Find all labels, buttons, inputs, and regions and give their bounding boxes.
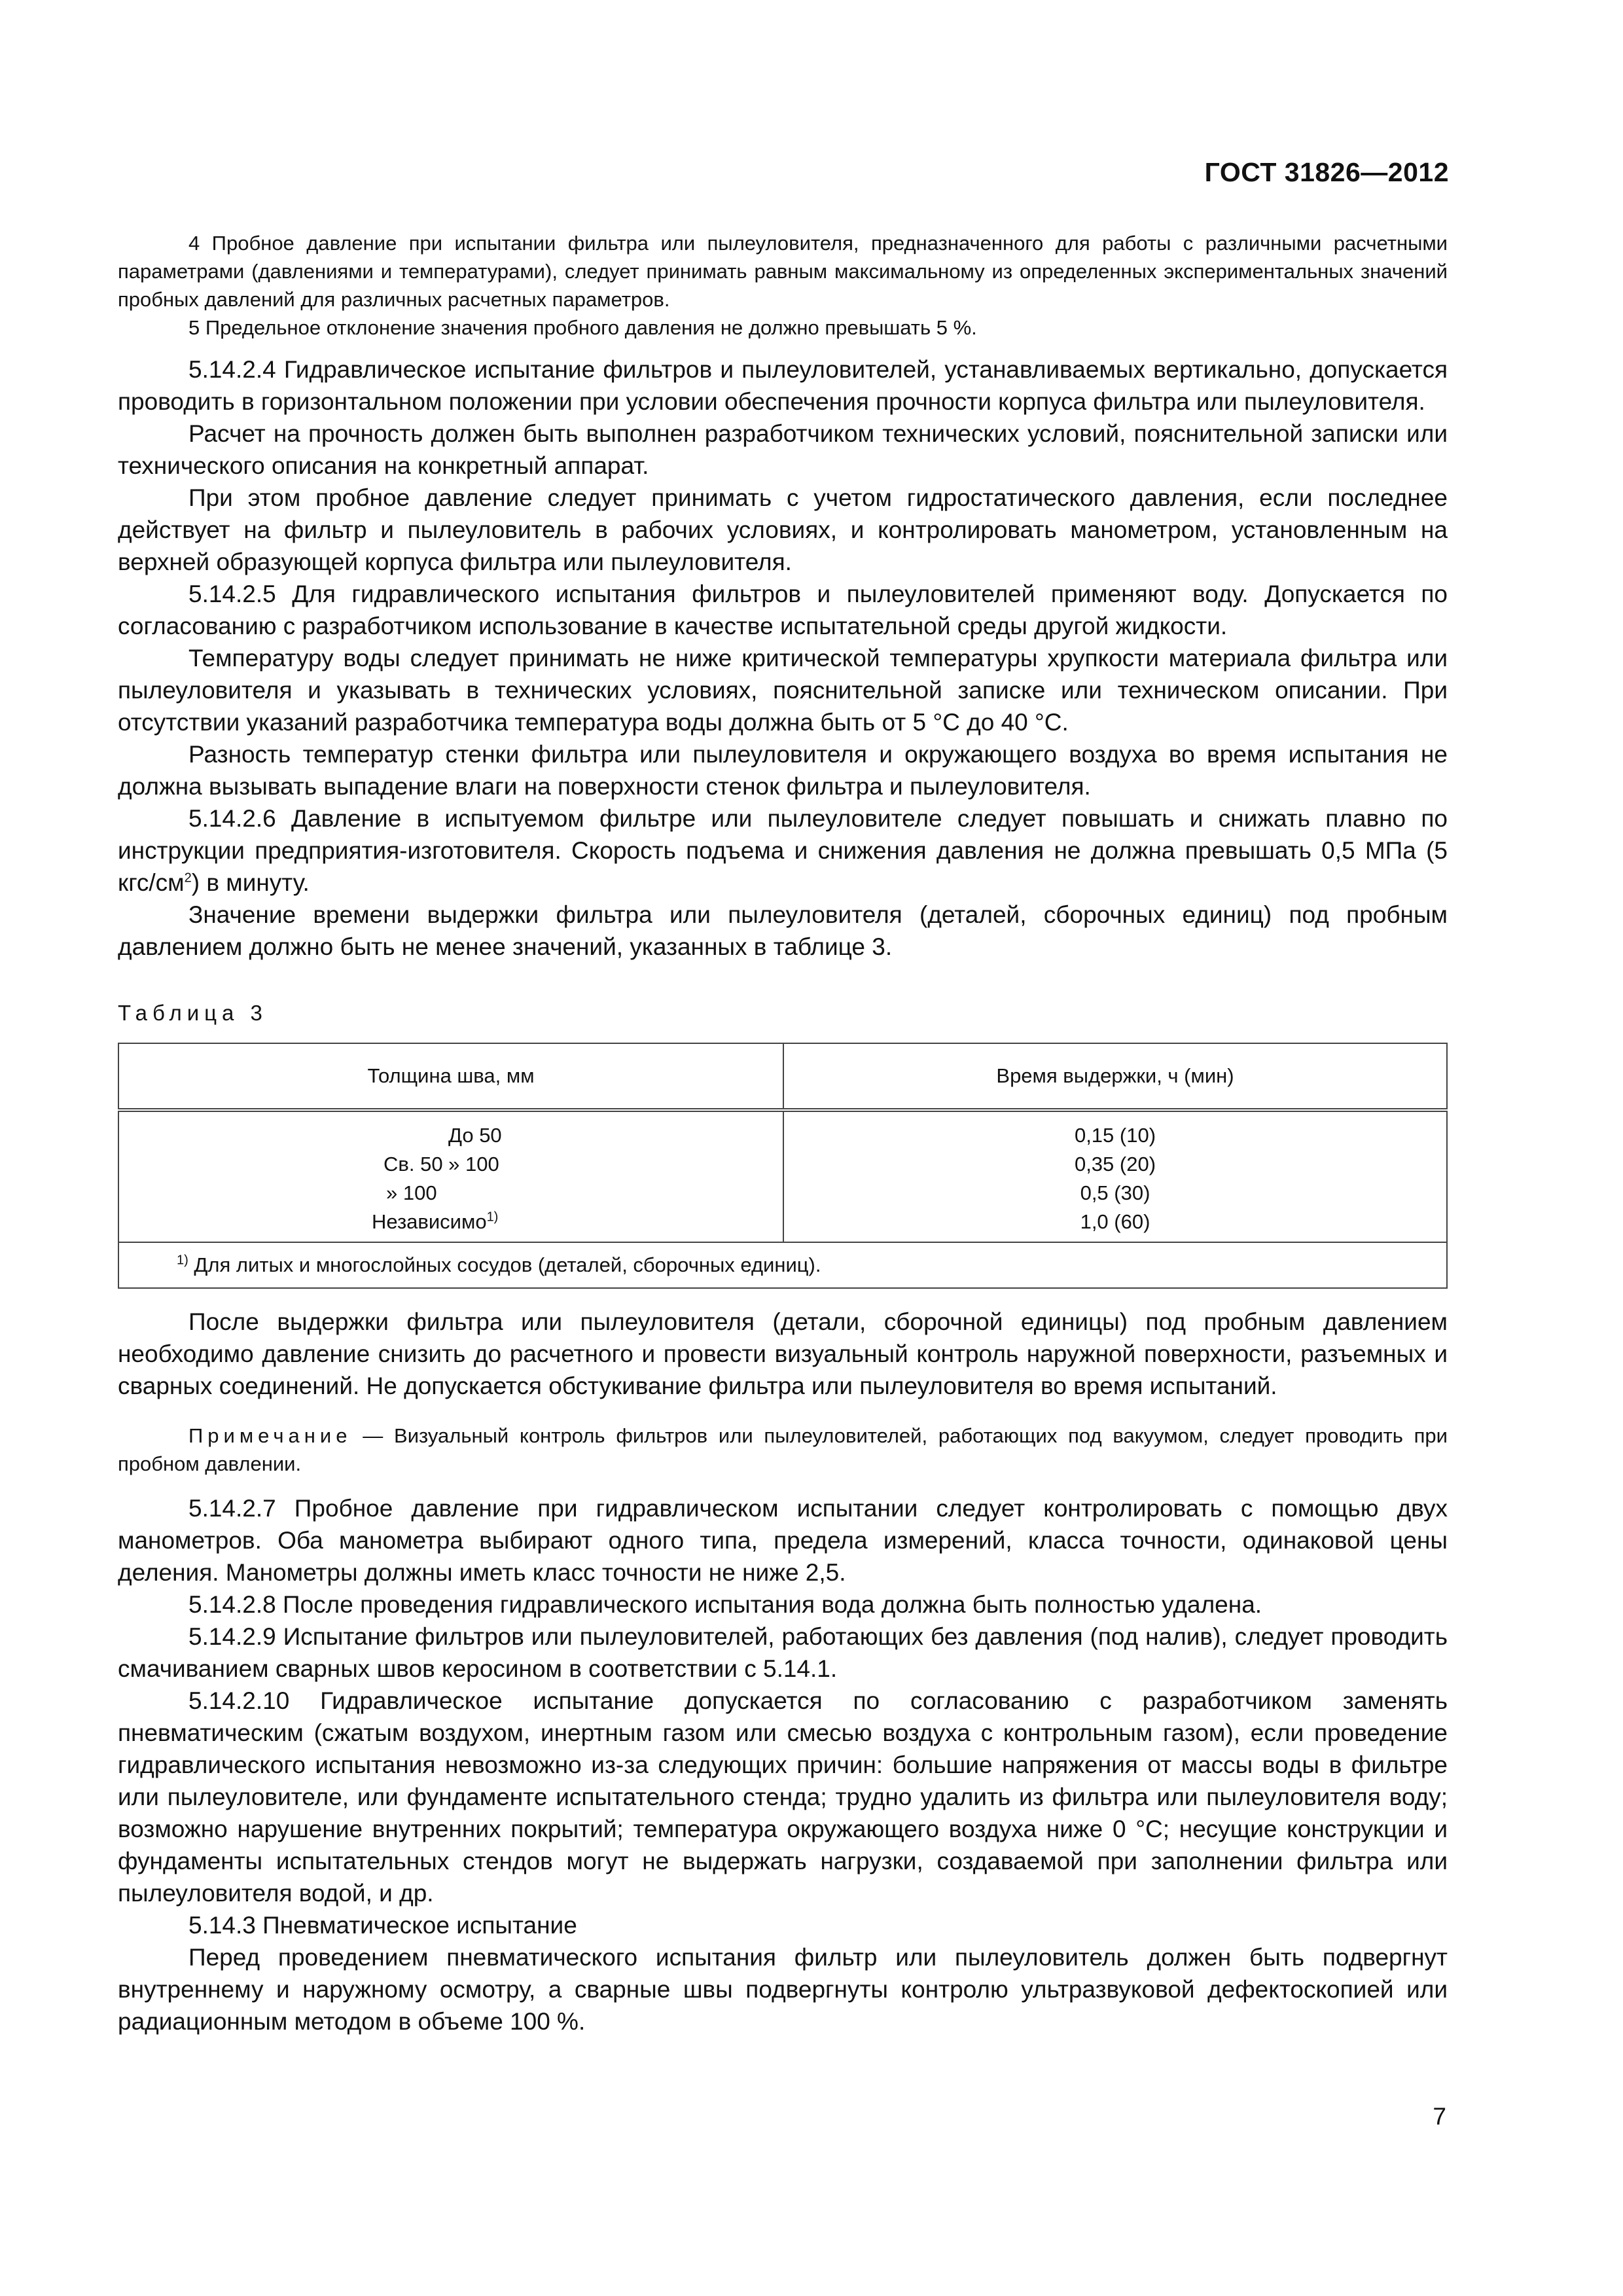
holding-time-value: 0,15 (10) <box>1074 1124 1156 1147</box>
section-after-table <box>118 1306 1448 1402</box>
paragraph-5-14-2-9: 5.14.2.9 Испытание фильтров или пылеуловителей, работающих без давления (под налив), следует проводить смачиванием сварных швов керосином в соответствии с 5.14.1. <box>118 1623 1448 1682</box>
paragraph-5-14-2-5: 5.14.2.5 Для гидравлического испытания фильтров и пылеуловителей применяют воду. Допускается по согласованию с разработчиком использование в качестве испытательной среды другой жидкости. <box>118 581 1448 639</box>
note-label: Примечание <box>188 1424 352 1447</box>
notes-block <box>118 229 1448 342</box>
section-before-table <box>118 353 1448 963</box>
table-header-row <box>118 1043 1447 1110</box>
table-caption: Таблица 3 <box>118 1001 268 1025</box>
thickness-value: Независимо <box>372 1210 487 1233</box>
header-holding-time: Время выдержки, ч (мин) <box>783 1043 1447 1110</box>
document-code: ГОСТ 31826—2012 <box>1204 157 1449 187</box>
paragraph-strength-calc: Расчет на прочность должен быть выполнен разработчиком технических условий, пояснительной записки или технического описания на конкретный аппарат. <box>118 420 1448 479</box>
page-content <box>118 229 1448 2037</box>
holding-time-cell <box>783 1110 1447 1242</box>
thickness-value: Св. 50 » 100 <box>383 1153 499 1175</box>
page-number: 7 <box>1433 2103 1446 2130</box>
pressure-unit-superscript: 2 <box>184 870 192 886</box>
table-footnote <box>118 1242 1447 1288</box>
thickness-value: » 100 <box>386 1181 437 1204</box>
note-visual-control <box>118 1422 1448 1478</box>
holding-time-value: 1,0 (60) <box>1080 1210 1150 1233</box>
paragraph-5-14-2-10: 5.14.2.10 Гидравлическое испытание допускается по согласованию с разработчиком заменять пневматическим (сжатым воздухом, инертным газом или смесью воздуха с контрольным газом), если проведение гидравлического испытания невозможно из-за следующих причин: большие напряжения от массы воды в фильтре или пылеуловителе, или фундаменте испытательного стенда; трудно удалить из фильтра или пылеуловителя воду; возможно нарушение внутренних покрытий; температура окружающего воздуха ниже 0 °С; несущие конструкции и фундаменты испытательных стендов могут не выдержать нагрузки, создаваемой при заполнении фильтра или пылеуловителя водой, и др. <box>118 1687 1448 1907</box>
section-after-note <box>118 1492 1448 2037</box>
paragraph-5-14-2-7: 5.14.2.7 Пробное давление при гидравлическом испытании следует контролировать с помощью двух манометров. Оба манометра выбирают одного типа, предела измерений, класса точности, одинаковой цены деления. Манометры должны иметь класс точности не ниже 2,5. <box>118 1495 1448 1586</box>
holding-time-value: 0,5 (30) <box>1080 1181 1150 1204</box>
paragraph-5-14-2-6 <box>118 802 1448 899</box>
thickness-value: До 50 <box>448 1124 502 1147</box>
pressure-rate-text: 5.14.2.6 Давление в испытуемом фильтре или пылеуловителе следует повышать и снижать плавно по инструкции предприятия-изготовителя. Скорость подъема и снижения давления не должна превышать 0,5 МПа (5 кгс/см <box>118 805 1448 896</box>
footnote-text: Для литых и многослойных сосудов (деталей, сборочных единиц). <box>188 1253 821 1276</box>
paragraph-5-14-2-8: 5.14.2.8 После проведения гидравлического испытания вода должна быть полностью удалена. <box>188 1591 1262 1618</box>
pressure-rate-tail: ) в минуту. <box>191 869 310 896</box>
holding-time-value: 0,35 (20) <box>1074 1153 1156 1175</box>
paragraph-hydrostatic: При этом пробное давление следует принимать с учетом гидростатического давления, если последнее действует на фильтр и пылеуловитель в рабочих условиях, и контролировать манометром, установленным на верхней образующей корпуса фильтра или пылеуловителя. <box>118 484 1448 575</box>
paragraph-holding-time: Значение времени выдержки фильтра или пылеуловителя (деталей, сборочных единиц) под пробным давлением должно быть не менее значений, указанных в таблице 3. <box>118 901 1448 960</box>
paragraph-temperature-difference: Разность температур стенки фильтра или пылеуловителя и окружающего воздуха во время испытания не должна вызывать выпадение влаги на поверхности стенок фильтра и пылеуловителя. <box>118 741 1448 800</box>
note-5: 5 Предельное отклонение значения пробного давления не должно превышать 5 %. <box>188 316 977 339</box>
note-4: 4 Пробное давление при испытании фильтра или пылеуловителя, предназначенного для работы с различными расчетными параметрами (давлениями и температурами), следует принимать равным максимальному из определенных экспериментальных значений пробных давлений для различных расчетных параметров. <box>118 232 1448 311</box>
footnote-mark: 1) <box>177 1253 188 1268</box>
paragraph-5-14-2-4: 5.14.2.4 Гидравлическое испытание фильтров и пылеуловителей, устанавливаемых вертикально, допускается проводить в горизонтальном положении при условии обеспечения прочности корпуса фильтра или пылеуловителя. <box>118 356 1448 415</box>
header-seam-thickness: Толщина шва, мм <box>118 1043 783 1110</box>
thickness-value-independent <box>119 1208 783 1236</box>
heading-5-14-3: 5.14.3 Пневматическое испытание <box>188 1912 577 1939</box>
seam-thickness-cell <box>118 1110 783 1242</box>
table-footnote-row <box>118 1242 1447 1288</box>
paragraph-water-temperature: Температуру воды следует принимать не ниже критической температуры хрупкости материала фильтра или пылеуловителя и указывать в технических условиях, пояснительной записке или техническом описании. При отсутствии указаний разработчика температура воды должна быть от 5 °С до 40 °С. <box>118 645 1448 736</box>
footnote-ref: 1) <box>486 1210 499 1225</box>
paragraph-pneumatic-inspection: Перед проведением пневматического испытания фильтр или пылеуловитель должен быть подвергнут внутреннему и наружному осмотру, а сварные швы подвергнуты контролю ультразвуковой дефектоскопией или радиационным методом в объеме 100 %. <box>118 1944 1448 2035</box>
note-text: — Визуальный контроль фильтров или пылеуловителей, работающих под вакуумом, следует проводить при пробном давлении. <box>118 1424 1448 1475</box>
table-body-row <box>118 1110 1447 1242</box>
paragraph-after-holding: После выдержки фильтра или пылеуловителя (детали, сборочной единицы) под пробным давлением необходимо давление снизить до расчетного и провести визуальный контроль наружной поверхности, разъемных и сварных соединений. Не допускается обстукивание фильтра или пылеуловителя во время испытаний. <box>118 1308 1448 1399</box>
holding-time-table <box>118 1043 1448 1289</box>
